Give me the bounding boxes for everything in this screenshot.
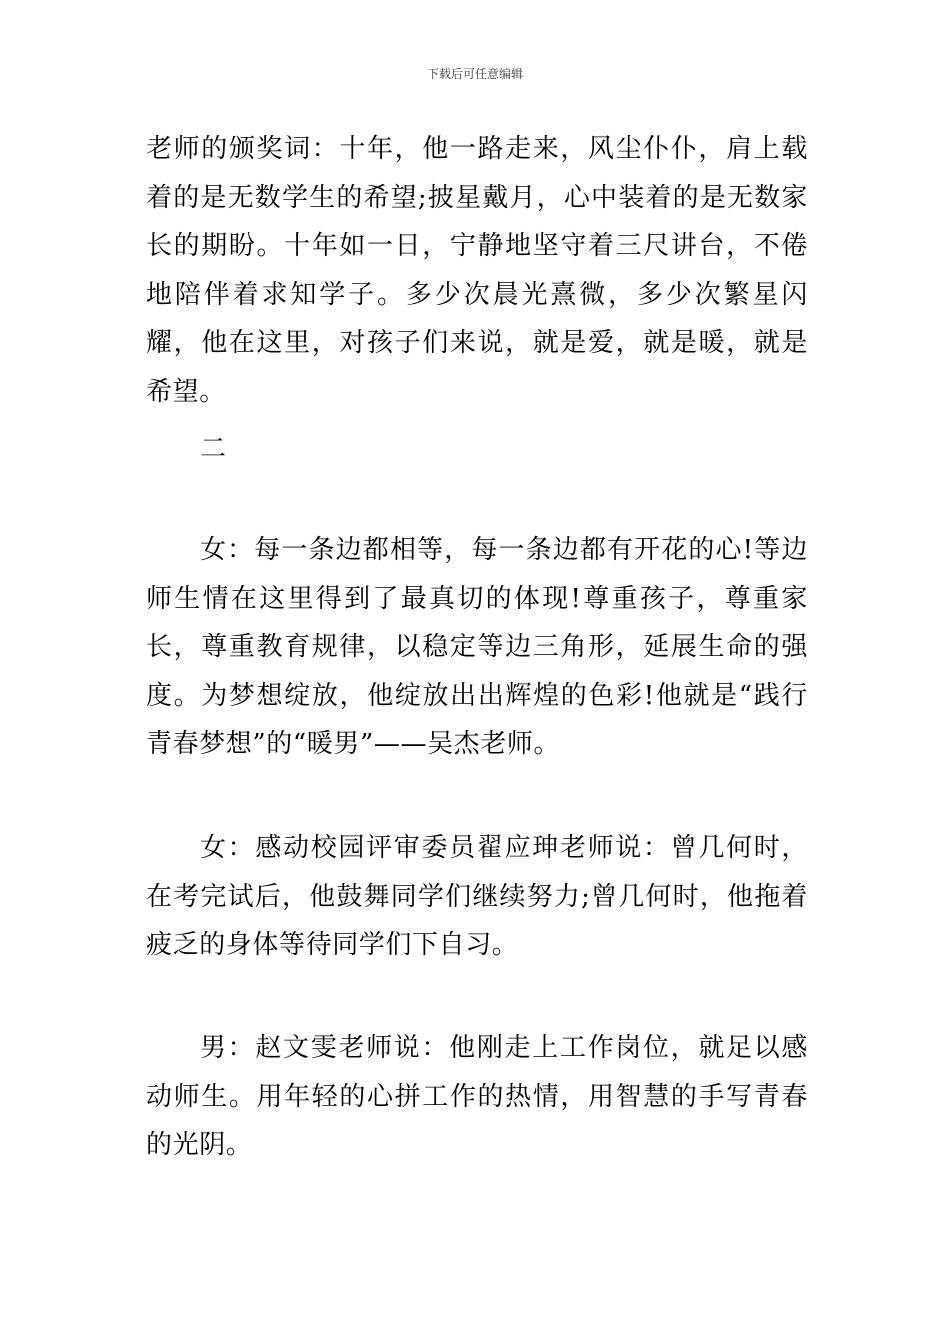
header-note: 下载后可任意编辑 [426,67,523,81]
paragraph-male-host: 男：赵文雯老师说：他刚走上工作岗位，就足以感动师生。用年轻的心拼工作的热情，用智慧的手写青春的光阴。 [146,1033,808,1161]
section-number: 二 [200,434,227,464]
paragraph-award-speech: 老师的颁奖词：十年，他一路走来，风尘仆仆，肩上载着的是无数学生的希望;披星戴月，心中装着的是无数家长的期盼。十年如一日，宁静地坚守着三尺讲台，不倦地陪伴着求知学子。多少次晨光熹微，多少次繁星闪耀，他在这里，对孩子们来说，就是爱，就是暖，就是希望。 [146,134,808,407]
paragraph-female-host-2: 女：感动校园评审委员翟应珅老师说：曾几何时，在考完试后，他鼓舞同学们继续努力;曾几何时，他拖着疲乏的身体等待同学们下自习。 [146,833,808,961]
paragraph-female-host-1: 女：每一条边都相等，每一条边都有开花的心!等边师生情在这里得到了最真切的体现!尊重孩子，尊重家长，尊重教育规律，以稳定等边三角形，延展生命的强度。为梦想绽放，他绽放出出辉煌的色彩!他就是“践行青春梦想”的“暖男”——吴杰老师。 [146,535,808,760]
